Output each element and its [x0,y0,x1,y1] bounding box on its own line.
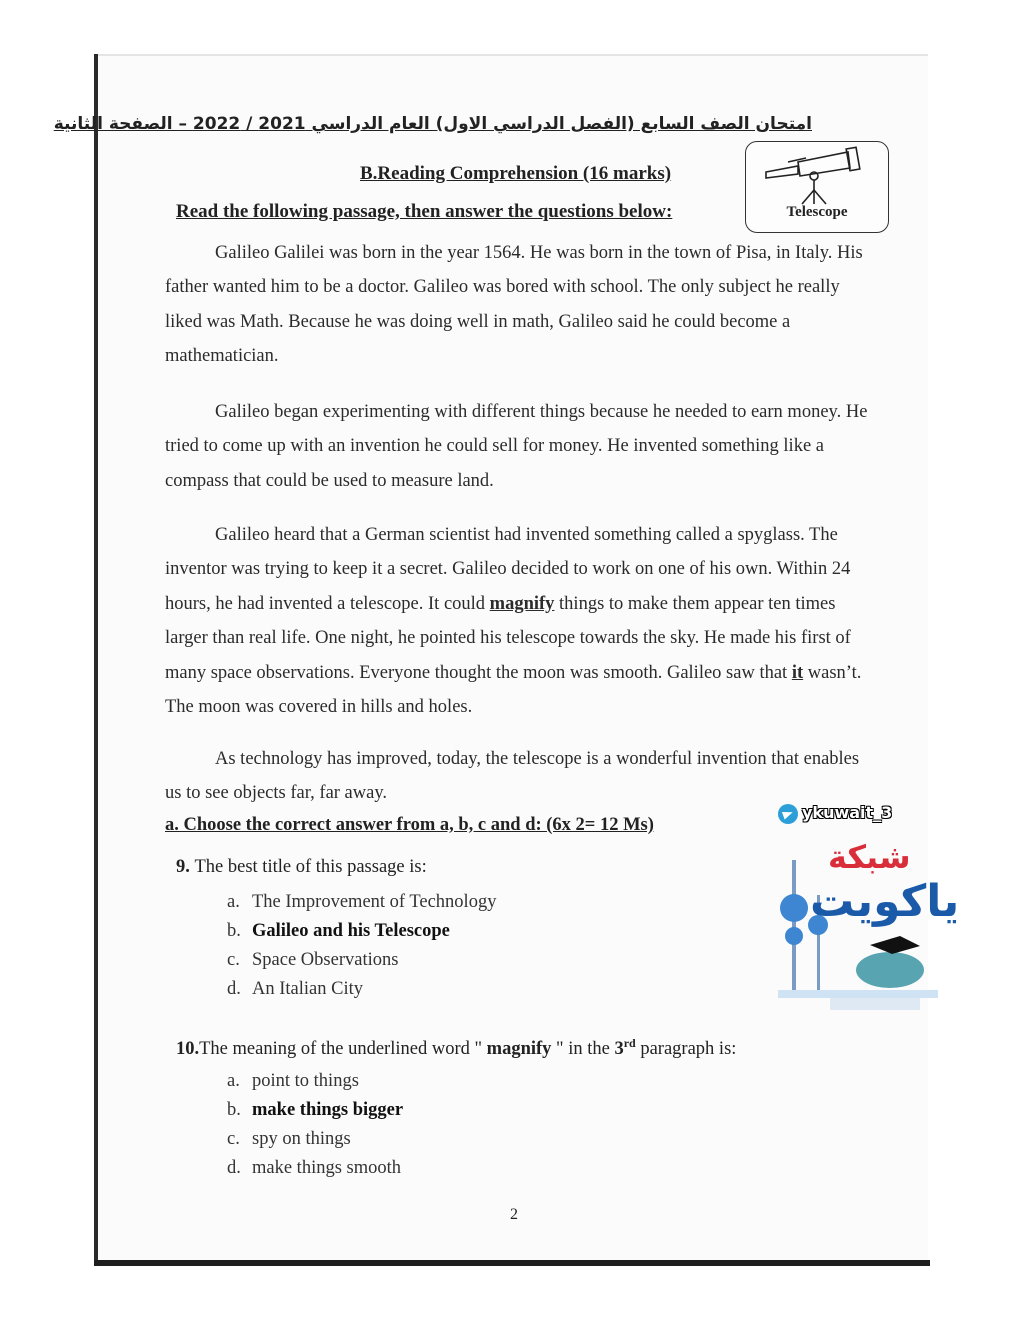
passage-paragraph-2: Galileo began experimenting with different things because he needed to earn money. He tried to come up with an invention he could sell for money. He invented something like a compass that could be used to measure land. [165,402,868,491]
question-10-word: magnify [486,1039,552,1060]
section-title: B.Reading Comprehension (16 marks) [360,163,672,184]
passage-paragraph-4: As technology has improved, today, the telescope is a wonderful invention that enables us to see objects far, far away. [165,749,860,804]
watermark-logo [770,800,960,1025]
exam-header: امتحان الصف السابع (الفصل الدراسي الاول) العام الدراسي 2021 / 2022 – الصفحة الثانية [53,114,812,134]
telescope-picture-box [745,141,889,233]
option[interactable]: c. spy on things [227,1129,351,1149]
page-left-edge [94,54,98,1266]
watermark-arabic-1: شبكة [828,838,911,876]
passage-paragraph-1: Galileo Galilei was born in the year 1564. He was born in the town of Pisa, in Italy. His father wanted him to be a doctor. Galileo was bored with school. The only subject he really liked was Math. Because he was doing well in math, Galileo said he could become a mathematician. [165,243,863,367]
option[interactable]: d. make things smooth [227,1158,402,1178]
section-instruction: Read the following passage, then answer the questions below: [176,201,673,222]
watermark-handle: ykuwait_3 [802,803,893,822]
part-a-title: a. Choose the correct answer from a, b, c and d: (6x 2= 12 Ms) [165,815,654,835]
question-10: 10.The meaning of the underlined word " magnify " in the 3rd paragraph is: [176,1036,737,1060]
underlined-word-magnify: magnify [489,593,555,614]
passage-paragraph-3: Galileo heard that a German scientist had invented something called a spyglass. The inventor was trying to keep it a secret. Galileo decided to work on one of his own. Within 24 hours, he had invented a telescope. It could magnify things to make them appear ten times larger than real life. One night, he pointed his telescope towards the sky. He made his first of many space observations. Everyone thought the moon was smooth. Galileo saw that it wasn’t. The moon was covered in hills and holes. [165,525,862,718]
option[interactable]: d. An Italian City [227,979,363,999]
question-9-options [227,888,496,1004]
watermark-arabic-2: ياكويت [810,876,960,927]
telescope-icon [758,146,876,206]
option[interactable]: a. The Improvement of Technology [227,892,497,912]
page-bottom-edge [94,1260,930,1266]
telescope-label: Telescope [786,204,848,220]
option[interactable]: c. Space Observations [227,950,399,970]
option-correct[interactable]: b. make things bigger [227,1100,404,1120]
option[interactable]: a. point to things [227,1071,359,1091]
question-9: 9. The best title of this passage is: [176,857,427,877]
option-correct[interactable]: b. Galileo and his Telescope [227,921,450,941]
page-top-edge [98,54,928,56]
page-number: 2 [510,1206,518,1223]
underlined-word-it: it [791,662,804,683]
question-10-options [227,1067,403,1183]
